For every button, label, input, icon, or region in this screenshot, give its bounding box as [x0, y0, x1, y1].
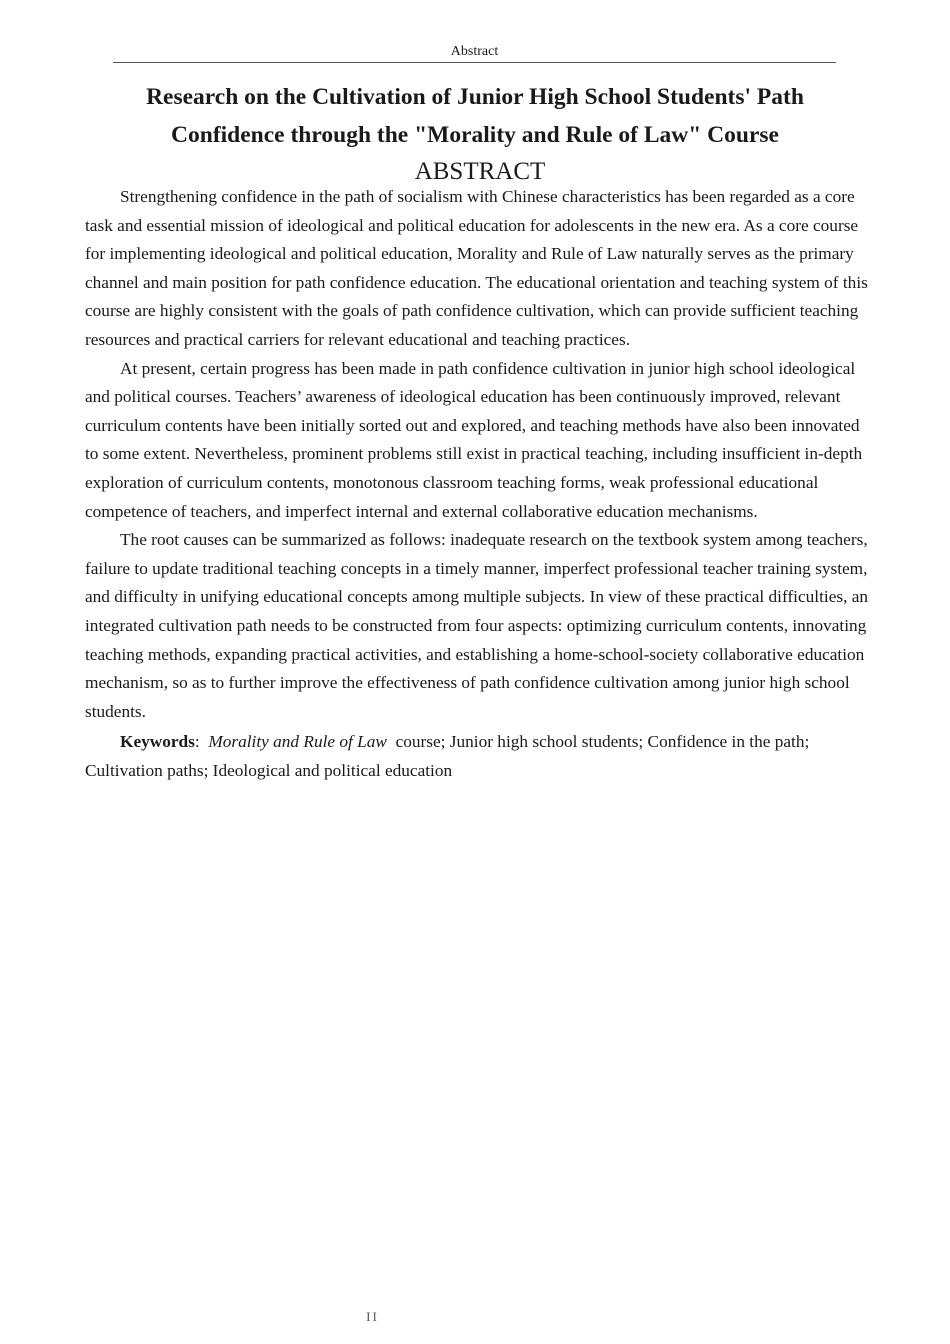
thesis-title — [85, 78, 865, 154]
abstract-body — [85, 183, 869, 785]
abstract-paragraph-2: At present, certain progress has been made in path confidence cultivation in junior high school ideological and political courses. Teachers’ awareness of ideological education has been continuously improved, relevant curriculum contents have been initially sorted out and explored, and teaching methods have also been innovated to some extent. Nevertheless, prominent problems still exist in practical teaching, including insufficient in-depth exploration of curriculum contents, monotonous classroom teaching forms, weak professional educational competence of teachers, and imperfect internal and external collaborative education mechanisms. — [85, 358, 863, 521]
thesis-title-line-1: Research on the Cultivation of Junior High School Students' Path — [146, 84, 804, 110]
keywords-separator: : — [194, 732, 200, 752]
abstract-heading: ABSTRACT — [414, 158, 546, 185]
keywords-line — [85, 728, 869, 785]
keywords-italic-term: Morality and Rule of Law — [208, 732, 387, 752]
abstract-paragraph-3: The root causes can be summarized as follows: inadequate research on the textbook system among teachers, failure to update traditional teaching concepts in a timely manner, imperfect professional teacher training system, and difficulty in unifying educational concepts among multiple subjects. In view of these practical difficulties, an integrated cultivation path needs to be constructed from four aspects: optimizing curriculum contents, innovating teaching methods, expanding practical activities, and establishing a home-school-society collaborative education mechanism, so as to further improve the effectiveness of path confidence cultivation among junior high school students. — [85, 530, 869, 721]
keywords-list: course; Junior high school students; Confidence in the path; Cultivation paths; Ideological and political education — [85, 732, 810, 780]
page-number: II — [366, 1309, 379, 1324]
keywords-label: Keywords — [120, 732, 195, 752]
thesis-title-line-2: Confidence through the "Morality and Rule of Law" Course — [171, 122, 779, 148]
abstract-paragraph-1: Strengthening confidence in the path of socialism with Chinese characteristics has been regarded as a core task and essential mission of ideological and political education for adolescents in the new era. As a core course for implementing ideological and political education, Morality and Rule of Law naturally serves as the primary channel and main position for path confidence education. The educational orientation and teaching system of this course are highly consistent with the goals of path confidence cultivation, which can provide sufficient teaching resources and practical carriers for relevant educational and teaching practices. — [85, 187, 868, 349]
running-header — [113, 42, 836, 63]
running-header-text: Abstract — [450, 44, 499, 59]
